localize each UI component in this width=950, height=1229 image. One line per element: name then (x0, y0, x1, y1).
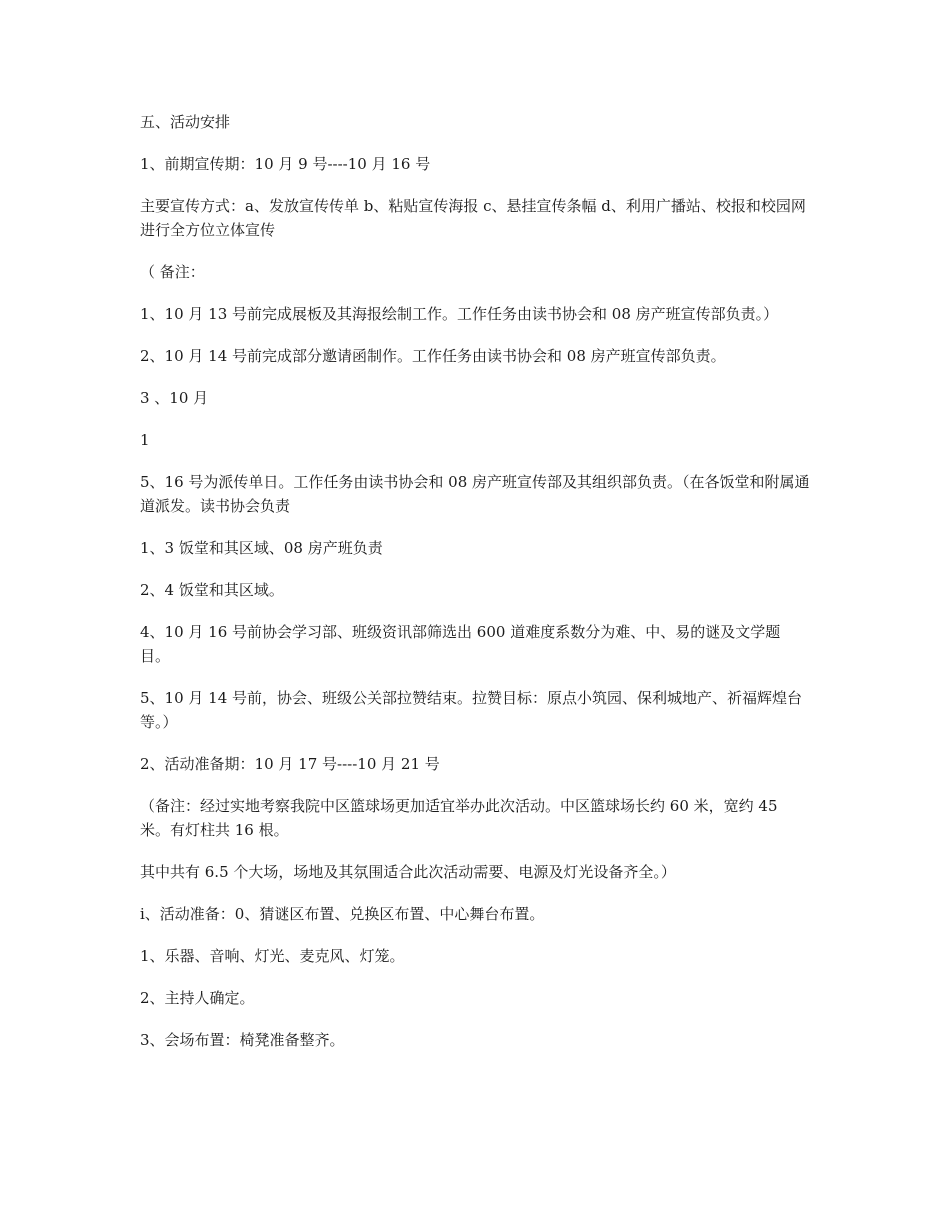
paragraph: 主要宣传方式：a、发放宣传传单 b、粘贴宣传海报 c、悬挂宣传条幅 d、利用广播站、校报和校园网进行全方位立体宣传 (140, 197, 806, 239)
paragraph: 1、前期宣传期：10 月 9 号----10 月 16 号 (140, 155, 431, 173)
section-heading: 五、活动安排 (140, 113, 231, 131)
paragraph: 2、4 饭堂和其区域。 (140, 581, 284, 599)
paragraph: 1、乐器、音响、灯光、麦克风、灯笼。 (140, 947, 405, 965)
paragraph: 1、10 月 13 号前完成展板及其海报绘制工作。工作任务由读书协会和 08 房产班宣传部负责。） (140, 305, 779, 323)
document-body (140, 110, 810, 1070)
paragraph: 其中共有 6.5 个大场，场地及其氛围适合此次活动需要、电源及灯光设备齐全。） (140, 863, 676, 881)
paragraph: （ 备注： (140, 263, 205, 281)
paragraph: 2、主持人确定。 (140, 989, 255, 1007)
paragraph: 3、会场布置：椅凳准备整齐。 (140, 1031, 345, 1049)
paragraph: 2、10 月 14 号前完成部分邀请函制作。工作任务由读书协会和 08 房产班宣传部负责。 (140, 347, 726, 365)
paragraph: 5、10 月 14 号前，协会、班级公关部拉赞结束。拉赞目标：原点小筑园、保利城地产、祈福辉煌台等。） (140, 689, 803, 731)
paragraph: 4、10 月 16 号前协会学习部、班级资讯部筛选出 600 道难度系数分为难、中、易的谜及文学题目。 (140, 623, 781, 665)
paragraph: 1 (140, 431, 150, 449)
paragraph: 3 、10 月 (140, 389, 209, 407)
paragraph: （备注：经过实地考察我院中区篮球场更加适宜举办此次活动。中区篮球场长约 60 米，宽约 45 米。有灯柱共 16 根。 (140, 797, 778, 839)
paragraph: 2、活动准备期：10 月 17 号----10 月 21 号 (140, 755, 440, 773)
paragraph: 1、3 饭堂和其区域、08 房产班负责 (140, 539, 383, 557)
paragraph: i、活动准备：0、猜谜区布置、兑换区布置、中心舞台布置。 (140, 905, 545, 923)
paragraph: 5、16 号为派传单日。工作任务由读书协会和 08 房产班宣传部及其组织部负责。（在各饭堂和附属通道派发。读书协会负责 (140, 473, 810, 515)
